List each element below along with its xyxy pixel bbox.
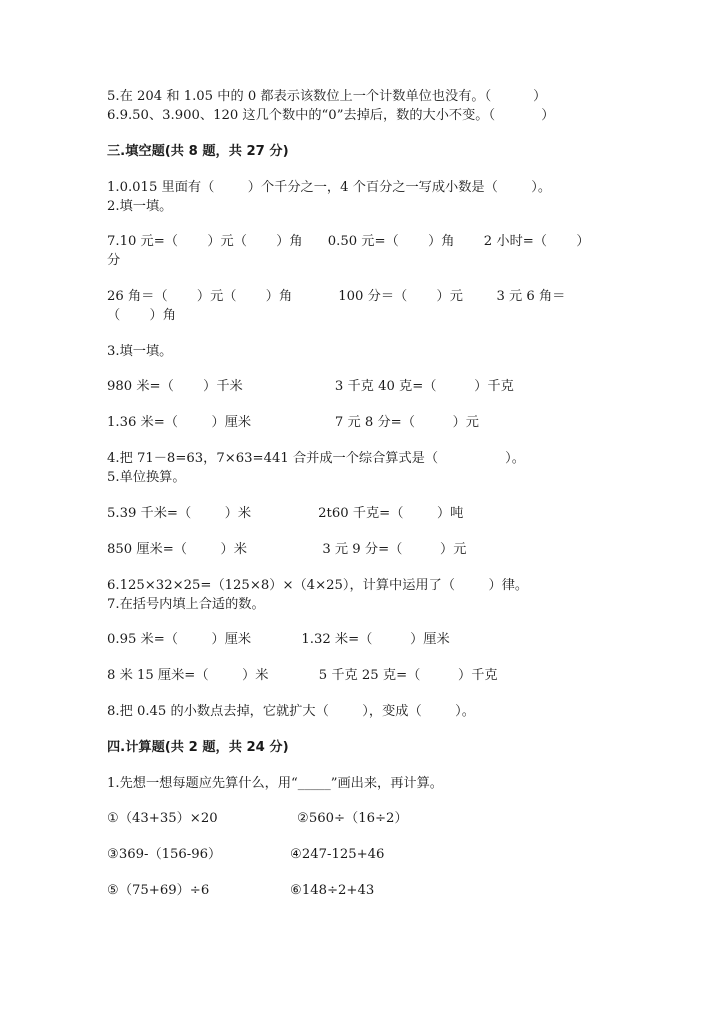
calc-item-5: ⑤（75+69）÷6 — [107, 883, 210, 898]
fill-question-2-row2-cont: （ ）角 — [107, 308, 176, 323]
fill-question-3-row1: 980 米=（ ）千米 3 千克 40 克=（ ）千克 — [107, 379, 514, 394]
question-true-false-6: 6.9.50、3.900、120 这几个数中的“0”去掉后，数的大小不变。（ ） — [107, 108, 555, 123]
fill-question-2-row2: 26 角＝（ ）元（ ）角 100 分＝（ ）元 3 元 6 角＝ — [107, 289, 566, 304]
fill-question-7-row1: 0.95 米=（ ）厘米 1.32 米=（ ）厘米 — [107, 632, 450, 647]
fill-question-7-title: 7.在括号内填上合适的数。 — [107, 597, 265, 612]
calc-item-6: ⑥148÷2+43 — [290, 883, 375, 898]
fill-question-2-row1-cont: 分 — [107, 253, 121, 268]
fill-question-2-title: 2.填一填。 — [107, 199, 173, 214]
fill-question-3-title: 3.填一填。 — [107, 344, 173, 359]
calc-item-4: ④247-125+46 — [290, 847, 385, 862]
fill-question-5-row2: 850 厘米=（ ）米 3 元 9 分=（ ）元 — [107, 542, 467, 557]
fill-question-7-row2: 8 米 15 厘米=（ ）米 5 千克 25 克=（ ）千克 — [107, 668, 498, 683]
fill-question-5-title: 5.单位换算。 — [107, 470, 186, 485]
calc-question-1: 1.先想一想每题应先算什么，用“_____”画出来，再计算。 — [107, 776, 443, 791]
fill-question-5-row1: 5.39 千米=（ ）米 2t60 千克=（ ）吨 — [107, 506, 464, 521]
fill-question-8: 8.把 0.45 的小数点去掉，它就扩大（ ），变成（ ）。 — [107, 704, 475, 719]
fill-question-4: 4.把 71－8=63，7×63=441 合并成一个综合算式是（ ）。 — [107, 451, 525, 466]
question-true-false-5: 5.在 204 和 1.05 中的 0 都表示该数位上一个计数单位也没有。（ ） — [107, 89, 547, 104]
calc-item-1: ①（43+35）×20 — [107, 811, 218, 826]
fill-question-6: 6.125×32×25=（125×8）×（4×25），计算中运用了（ ）律。 — [107, 578, 529, 593]
fill-question-3-row2: 1.36 米=（ ）厘米 7 元 8 分=（ ）元 — [107, 415, 479, 430]
fill-question-2-row1: 7.10 元=（ ）元（ ）角 0.50 元=（ ）角 2 小时=（ ） — [107, 234, 590, 249]
calc-item-2: ②560÷（16÷2） — [297, 811, 408, 826]
fill-question-1: 1.0.015 里面有（ ）个千分之一，4 个百分之一写成小数是（ ）。 — [107, 180, 552, 195]
section-heading-calculation: 四.计算题(共 2 题，共 24 分) — [107, 740, 289, 755]
calc-item-3: ③369-（156-96） — [107, 847, 222, 862]
section-heading-fill-in: 三.填空题(共 8 题，共 27 分) — [107, 144, 289, 159]
